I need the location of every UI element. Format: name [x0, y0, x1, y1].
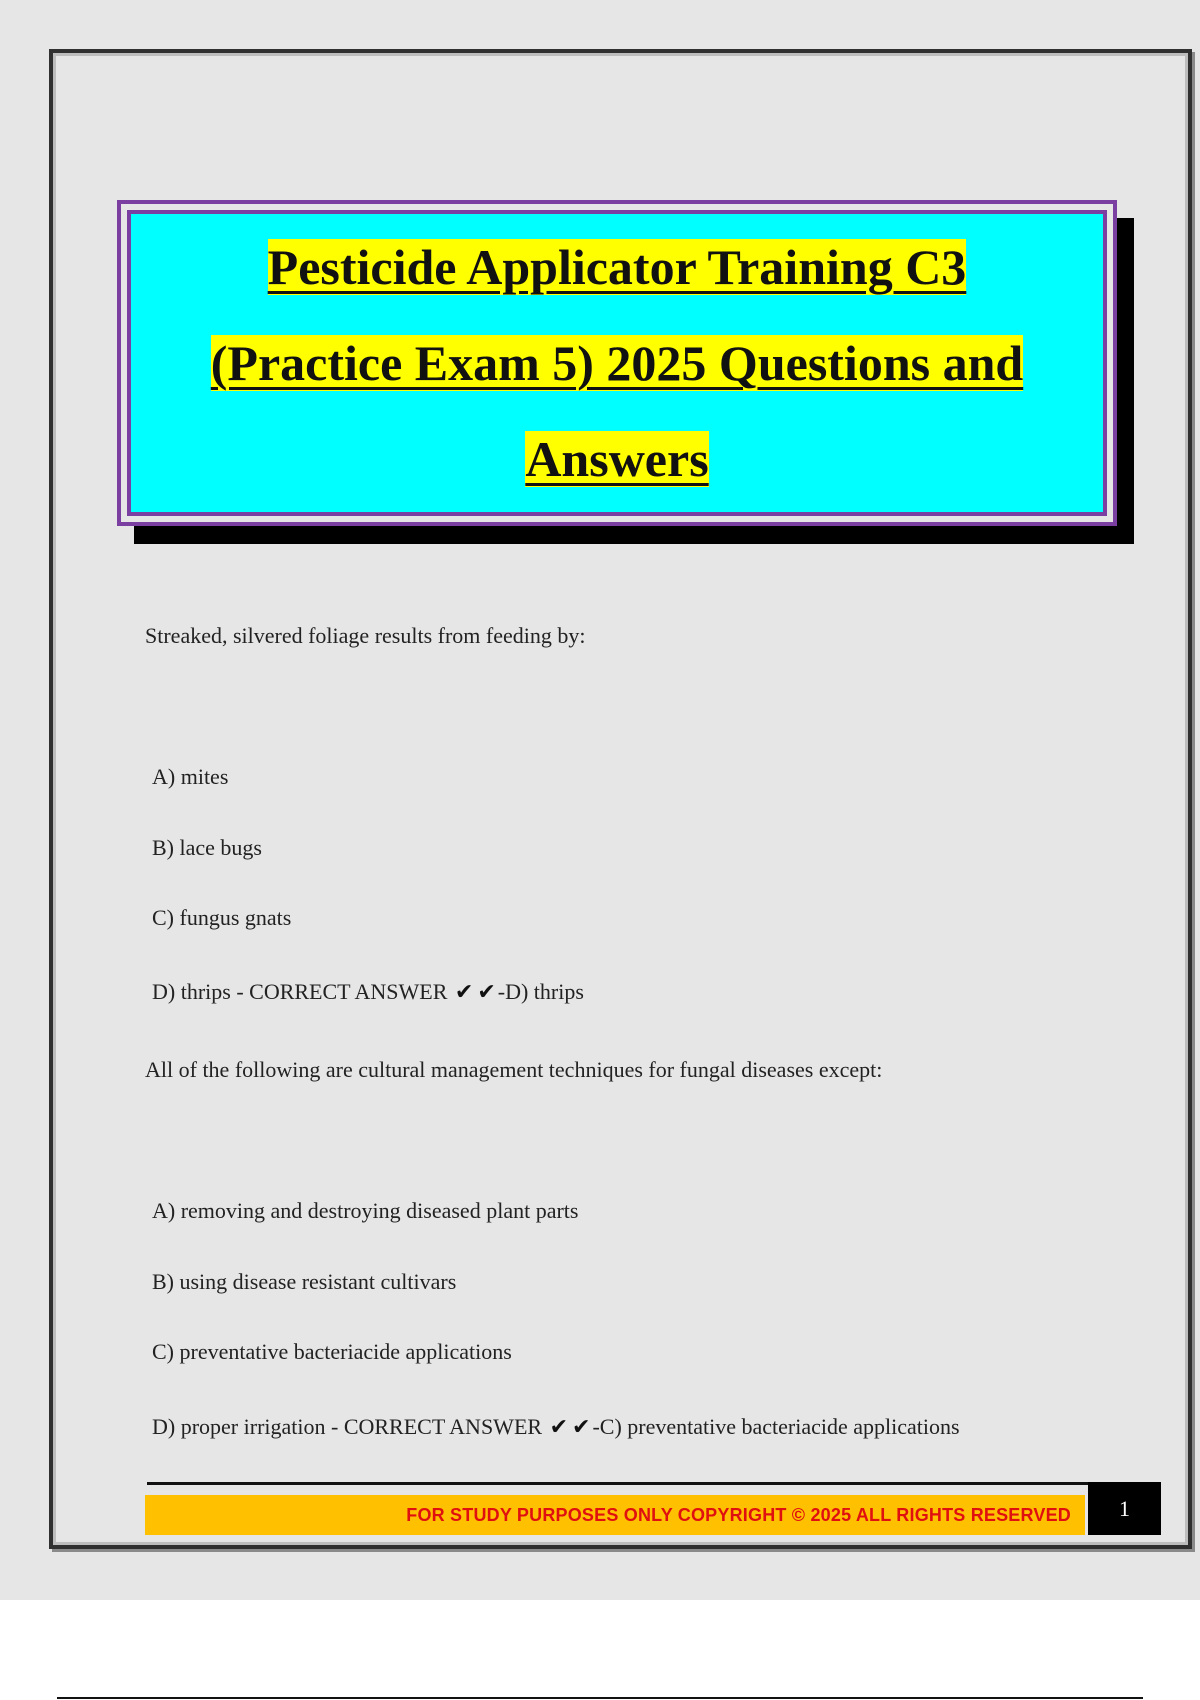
check-mark-icon: ✔: [572, 1415, 591, 1440]
question-2-option-b: B) using disease resistant cultivars: [152, 1269, 457, 1294]
title-inner: [127, 210, 1107, 516]
title-line-1: Pesticide Applicator Training C3: [267, 239, 967, 295]
footer-rule: [147, 1482, 1159, 1485]
bottom-divider: [57, 1697, 1143, 1699]
document-title: [197, 219, 1037, 507]
question-2-prompt: All of the following are cultural management techniques for fungal diseases except:: [145, 1057, 883, 1082]
check-mark-icon: ✔: [549, 1415, 568, 1440]
question-2-option-c: C) preventative bacteriacide applications: [152, 1339, 512, 1364]
title-box: [117, 200, 1117, 526]
question-1-prompt: Streaked, silvered foliage results from feeding by:: [145, 623, 586, 648]
question-1-option-b: B) lace bugs: [152, 835, 262, 860]
question-2-answer-prefix: D) proper irrigation - CORRECT ANSWER: [152, 1414, 543, 1439]
question-1-option-c: C) fungus gnats: [152, 905, 292, 930]
question-2-answer-suffix: -C) preventative bacteriacide applications: [592, 1414, 960, 1439]
copyright-notice: FOR STUDY PURPOSES ONLY COPYRIGHT © 2025 ALL RIGHTS RESERVED: [406, 1504, 1071, 1525]
question-1-answer: [152, 979, 584, 1005]
question-1-answer-suffix: -D) thrips: [497, 979, 584, 1004]
check-mark-icon: ✔: [454, 980, 474, 1005]
question-2-answer: [152, 1414, 960, 1440]
question-2-option-a: A) removing and destroying diseased plant parts: [152, 1198, 579, 1223]
title-line-3: Answers: [525, 431, 709, 487]
page-number-box: [1088, 1482, 1161, 1535]
page-number: 1: [1119, 1495, 1130, 1521]
question-1-option-a: A) mites: [152, 764, 229, 789]
title-line-2: (Practice Exam 5) 2025 Questions and: [210, 335, 1024, 391]
check-mark-icon: ✔: [477, 980, 496, 1005]
question-1-answer-prefix: D) thrips - CORRECT ANSWER: [152, 979, 448, 1004]
footer-banner: [145, 1495, 1085, 1535]
